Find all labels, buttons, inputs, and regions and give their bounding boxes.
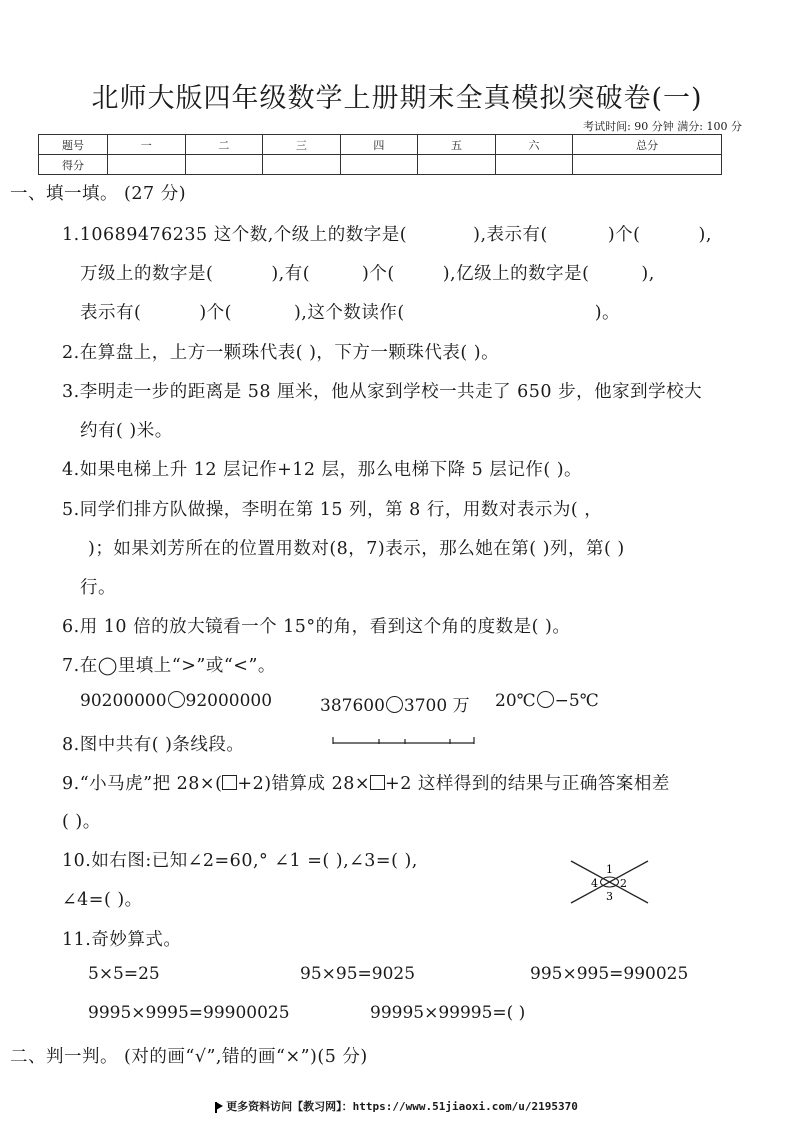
q1-text: )个( bbox=[607, 225, 641, 245]
q1-line3 bbox=[80, 299, 620, 324]
section1-heading: 一、填一填。 (27 分) bbox=[10, 184, 187, 204]
q3-line2: 约有( )米。 bbox=[80, 421, 173, 441]
page-title: 北师大版四年级数学上册期末全真模拟突破卷(一) bbox=[91, 83, 703, 114]
q1-line2 bbox=[80, 260, 655, 285]
q11-equation: 9995×9995=99900025 bbox=[88, 1003, 290, 1023]
angle-label: 1 bbox=[606, 863, 613, 876]
score-table bbox=[38, 134, 722, 175]
compare-left: 387600 bbox=[320, 696, 385, 716]
score-header-cell: 二 bbox=[185, 135, 263, 155]
q9-text: +2 这样得到的结果与正确答案相差 bbox=[385, 774, 670, 794]
score-row-label: 得分 bbox=[39, 155, 108, 175]
compare-right: 92000000 bbox=[185, 691, 273, 711]
angle-label: 3 bbox=[606, 890, 613, 903]
q9-line2: ( )。 bbox=[62, 812, 101, 832]
q1-text: ),这个数读作( bbox=[293, 303, 405, 323]
q1-text: )。 bbox=[594, 303, 621, 323]
segment-figure bbox=[332, 733, 477, 747]
q11-equation: 5×5=25 bbox=[88, 964, 160, 984]
score-cell[interactable] bbox=[263, 155, 341, 175]
q9-text: 9.“小马虎”把 28×( bbox=[62, 774, 223, 794]
compare-right: −5℃ bbox=[554, 691, 599, 711]
exam-meta: 考试时间: 90 分钟 满分: 100 分 bbox=[583, 120, 742, 133]
score-cell[interactable] bbox=[108, 155, 186, 175]
score-table-header-row bbox=[39, 135, 722, 155]
q1-text: 1.10689476235 这个数,个级上的数字是( bbox=[62, 225, 408, 245]
section2-heading: 二、判一判。 (对的画“√”,错的画“×”)(5 分) bbox=[10, 1047, 368, 1067]
q7-compare-row bbox=[495, 691, 599, 711]
q7: 7.在◯里填上“>”或“<”。 bbox=[62, 656, 276, 676]
square-box-icon bbox=[370, 775, 385, 790]
score-header-cell: 三 bbox=[263, 135, 341, 155]
angle-label: 2 bbox=[620, 877, 627, 890]
score-header-cell: 六 bbox=[495, 135, 573, 155]
square-box-icon bbox=[222, 775, 237, 790]
footer-link[interactable]: 更多资料访问【教习网】：https://www.51jiaoxi.com/u/2195370 bbox=[226, 1100, 578, 1113]
q1-text: ), bbox=[641, 264, 655, 284]
q6: 6.用 10 倍的放大镜看一个 15°的角，看到这个角的度数是( )。 bbox=[62, 617, 571, 637]
score-header-cell: 一 bbox=[108, 135, 186, 155]
q10-line2: ∠4=( )。 bbox=[62, 890, 143, 910]
q10-line1: 10.如右图:已知∠2=60,° ∠1 =( ),∠3=( ), bbox=[62, 851, 418, 871]
q5-line1: 5.同学们排方队做操，李明在第 15 列，第 8 行，用数对表示为( ， bbox=[62, 500, 603, 520]
compare-left: 90200000 bbox=[80, 691, 167, 711]
score-cell[interactable] bbox=[340, 155, 418, 175]
q11-heading: 11.奇妙算式。 bbox=[62, 930, 182, 950]
q3-line1: 3.李明走一步的距离是 58 厘米，他从家到学校一共走了 650 步，他家到学校大 bbox=[62, 382, 703, 402]
compare-circle[interactable] bbox=[386, 696, 403, 713]
q1-text: ),亿级上的数字是( bbox=[442, 264, 590, 284]
score-cell[interactable] bbox=[573, 155, 722, 175]
score-header-cell: 四 bbox=[340, 135, 418, 155]
q9-text: +2)错算成 28× bbox=[237, 774, 371, 794]
footer bbox=[0, 1098, 794, 1114]
q1-text: ),表示有( bbox=[473, 225, 548, 245]
q5-line2: )；如果刘芳所在的位置用数对(8，7)表示，那么她在第( )列，第( ) bbox=[88, 539, 625, 559]
score-cell[interactable] bbox=[418, 155, 496, 175]
q7-compare-row bbox=[80, 691, 272, 711]
q1-text: ), bbox=[698, 225, 712, 245]
q11-equation: 995×995=990025 bbox=[530, 964, 689, 984]
q4: 4.如果电梯上升 12 层记作+12 层，那么电梯下降 5 层记作( )。 bbox=[62, 460, 583, 480]
compare-right: 3700 万 bbox=[403, 696, 470, 716]
compare-left: 20℃ bbox=[495, 691, 536, 711]
q1-text: )个( bbox=[199, 303, 232, 323]
q1-text: 表示有( bbox=[80, 303, 142, 323]
q11-equation: 95×95=9025 bbox=[300, 964, 416, 984]
score-header-cell: 总分 bbox=[573, 135, 722, 155]
q1-text: ),有( bbox=[271, 264, 311, 284]
score-header-cell: 五 bbox=[418, 135, 496, 155]
score-header-cell: 题号 bbox=[39, 135, 108, 155]
compare-circle[interactable] bbox=[168, 691, 185, 708]
intersecting-lines-figure bbox=[568, 857, 652, 907]
q1-text: )个( bbox=[362, 264, 395, 284]
flag-icon bbox=[216, 1102, 223, 1110]
q7-compare-row bbox=[320, 691, 470, 716]
q1-line1 bbox=[62, 221, 712, 246]
q11-equation: 99995×99995=( ) bbox=[370, 1003, 526, 1023]
q8: 8.图中共有( )条线段。 bbox=[62, 735, 245, 755]
q9-line1 bbox=[62, 770, 670, 795]
compare-circle[interactable] bbox=[537, 691, 554, 708]
score-cell[interactable] bbox=[495, 155, 573, 175]
score-table-score-row bbox=[39, 155, 722, 175]
q1-text: 万级上的数字是( bbox=[80, 264, 214, 284]
score-cell[interactable] bbox=[185, 155, 263, 175]
angle-label: 4 bbox=[591, 877, 598, 890]
q2: 2.在算盘上，上方一颗珠代表( )，下方一颗珠代表( )。 bbox=[62, 343, 500, 363]
q5-line3: 行。 bbox=[80, 578, 116, 598]
